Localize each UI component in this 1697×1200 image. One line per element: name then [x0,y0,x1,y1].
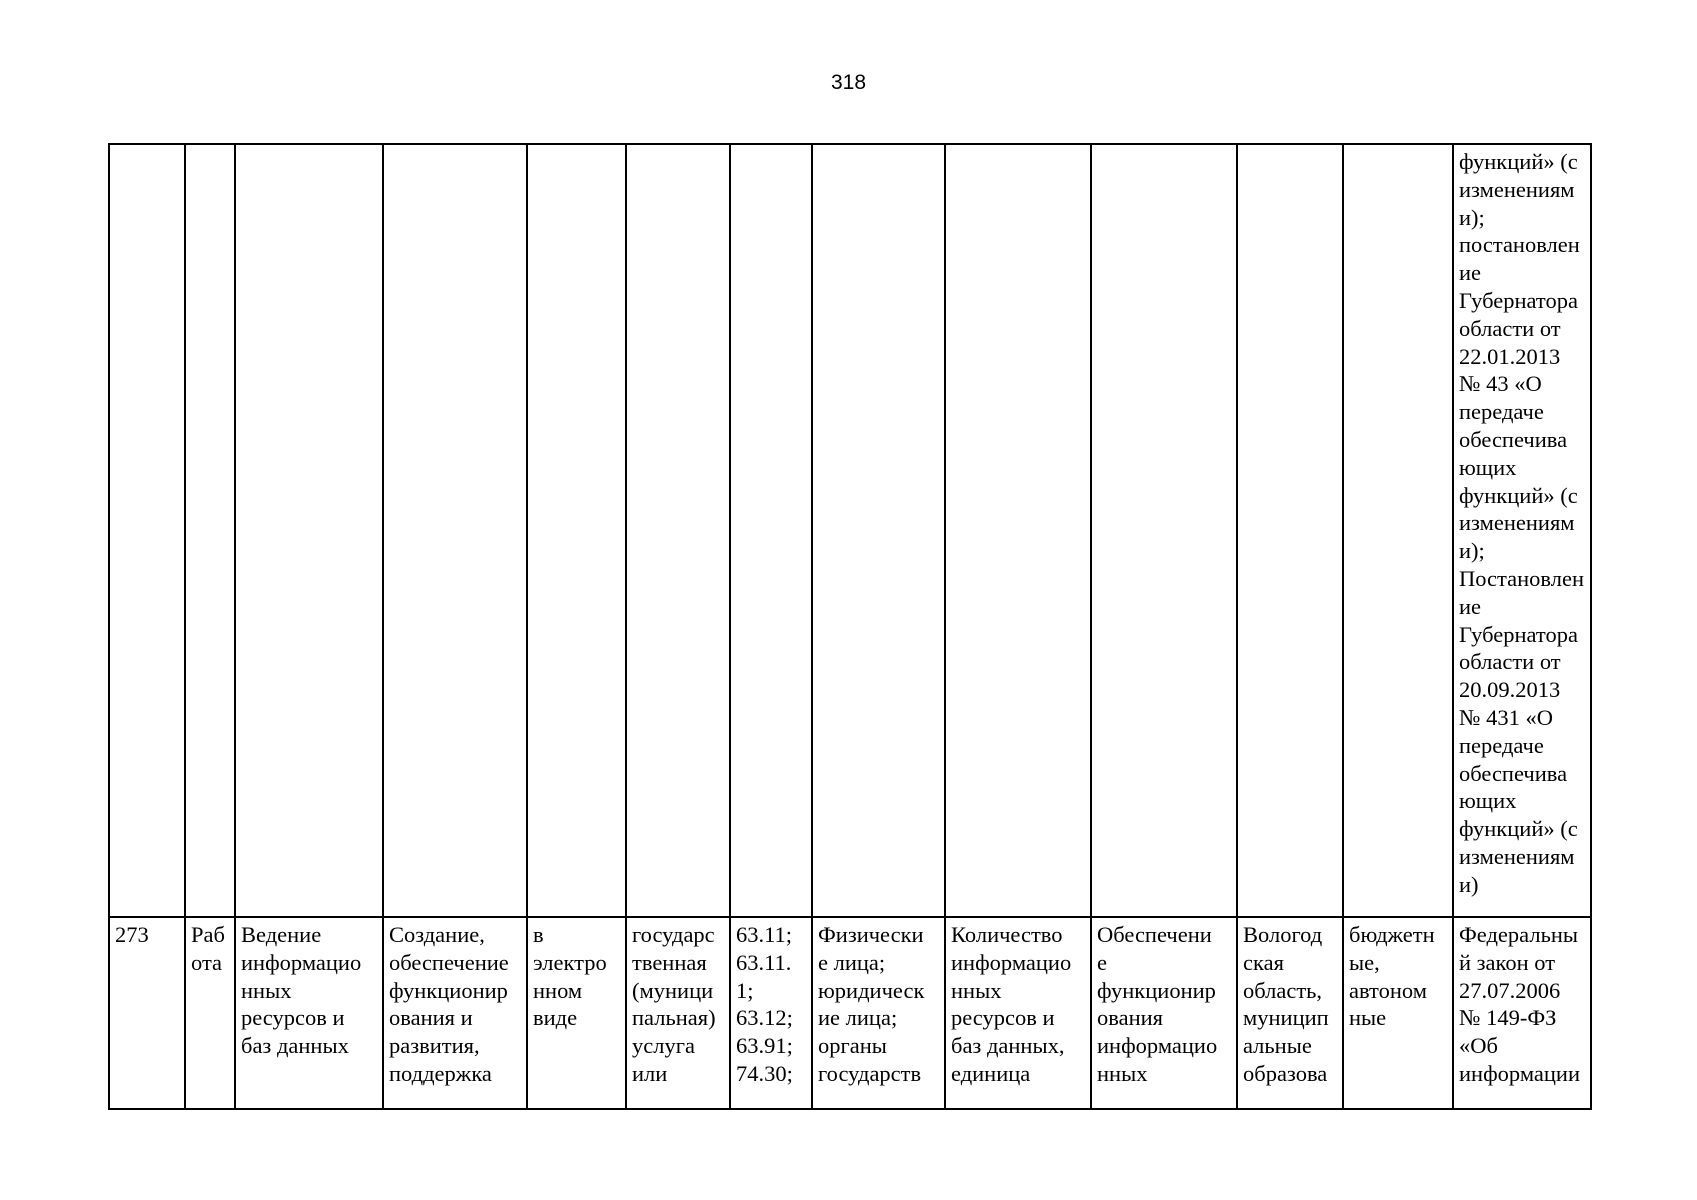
cell-institution-type [1343,144,1453,917]
cell-consumers: Физически е лица; юридическ ие лица; органы государств [812,917,945,1109]
cell-content [383,144,527,917]
cell-content: Создание, обеспечение функционир ования и развития, поддержка [383,917,527,1109]
cell-legal-basis: функций» (с изменениям и); постановлен ие Губернатора области от 22.01.2013 № 43 «О передаче обеспечива ющих функций» (с изменениям и); Постановлен ие Губернатора области от 20.09.2013 № 431 «О передаче обеспечива ющих функций» (с изменениям и) [1453,144,1591,917]
cell-institution-type: бюджетн ые, автоном ные [1343,917,1453,1109]
page-number: 318 [830,71,867,94]
cell-consumers [812,144,945,917]
cell-okved [730,144,812,917]
cell-volume-indicator [945,144,1091,917]
cell-quality-indicator: Обеспечени е функционир ования информацио нных [1091,917,1237,1109]
cell-quality-indicator [1091,144,1237,917]
cell-founder [1237,144,1343,917]
cell-legal-basis: Федеральны й закон от 27.07.2006 № 149-ФЗ «Об информации [1453,917,1591,1109]
cell-service-type: государс твенная (муници пальная) услуга или [626,917,730,1109]
cell-number [109,144,185,917]
cell-founder: Вологод ская область, муницип альные образова [1237,917,1343,1109]
cell-okved: 63.11; 63.11. 1; 63.12; 63.91; 74.30; [730,917,812,1109]
table-row-273 [109,917,1591,1109]
cell-number: 273 [109,917,185,1109]
table-row-continuation [109,144,1591,917]
registry-table [108,143,1592,1110]
cell-form [527,144,626,917]
cell-service-type [626,144,730,917]
cell-type [185,144,235,917]
cell-form: в электро нном виде [527,917,626,1109]
cell-volume-indicator: Количество информацио нных ресурсов и баз данных, единица [945,917,1091,1109]
cell-name: Ведение информацио нных ресурсов и баз данных [235,917,383,1109]
cell-name [235,144,383,917]
cell-type: Раб ота [185,917,235,1109]
